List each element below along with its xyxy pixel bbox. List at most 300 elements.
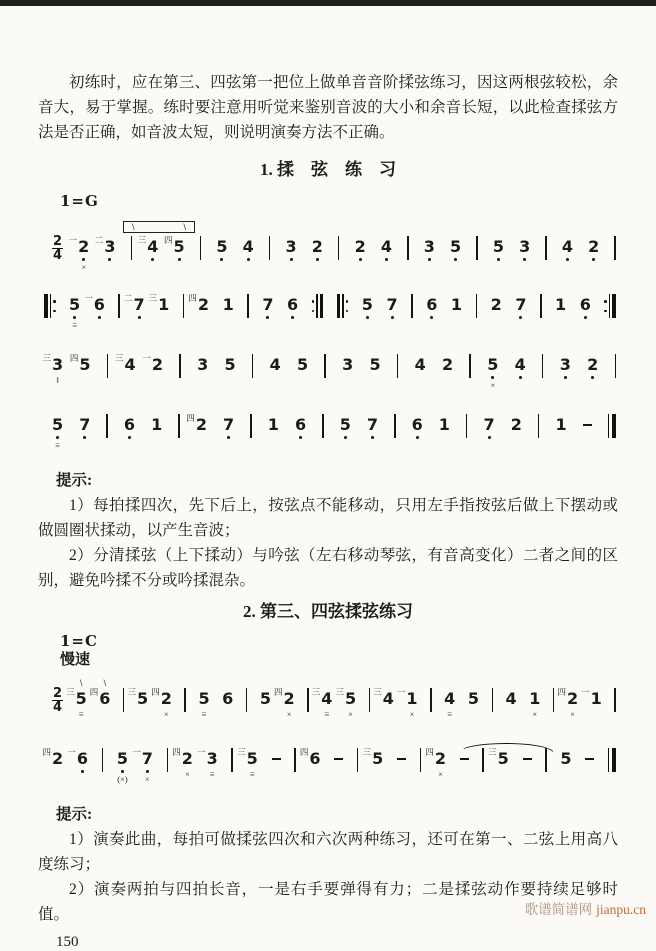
note — [188, 293, 210, 314]
note-digit: 2 — [151, 355, 164, 374]
barline — [123, 688, 125, 712]
string-mark: × — [81, 262, 87, 272]
note-digit: 4 — [269, 355, 281, 374]
dash-note — [334, 758, 343, 760]
note-digit: 5 — [216, 237, 228, 256]
finger-mark: 一 — [67, 747, 76, 757]
tip-item: 2）演奏两拍与四拍长音，一是右手要弹得有力；二是揉弦动作要持续足够时值。 — [38, 881, 618, 923]
octave-dot — [56, 436, 59, 439]
finger-mark: 四 — [186, 413, 195, 423]
note-digit: 5 — [467, 689, 479, 708]
note — [224, 356, 235, 374]
note — [84, 293, 105, 319]
tip-item: 2）分清揉弦（上下揉动）与吟弦（左右移动琴弦，有音高变化）二者之间的区别，避免吟揉不分或吟揉混杂。 — [38, 547, 618, 589]
barline — [179, 354, 181, 378]
note — [223, 296, 234, 314]
note-digit: 2 — [510, 415, 522, 434]
barline — [102, 748, 104, 772]
note — [262, 296, 273, 319]
note — [425, 747, 447, 779]
octave-dot — [592, 258, 595, 261]
repeat-thin-bar — [609, 294, 611, 318]
note-digit: 1 — [406, 689, 418, 708]
finger-mark: 四 — [151, 687, 160, 697]
barline — [466, 414, 468, 438]
page-top-edge — [0, 0, 656, 6]
note-digit: 4 — [321, 689, 333, 708]
note-digit: 7 — [483, 415, 495, 434]
note — [355, 238, 366, 261]
barline — [178, 414, 180, 438]
finger-mark: 一 — [197, 747, 206, 757]
repeat-end-barline — [604, 294, 616, 318]
repeat-dot — [53, 300, 56, 303]
octave-dot — [82, 258, 85, 261]
string-mark: ≡ — [209, 769, 215, 779]
string-mark: ≡ — [201, 709, 207, 719]
note — [557, 687, 579, 719]
note — [396, 687, 418, 719]
note — [381, 238, 392, 261]
note — [367, 416, 378, 439]
note-digit: 5 — [487, 355, 499, 374]
note — [42, 747, 64, 768]
note-digit: 2 — [181, 749, 193, 768]
note-digit: 2 — [78, 237, 90, 256]
final-thick-bar — [612, 748, 616, 772]
note-digit: 2 — [354, 237, 366, 256]
barline — [338, 236, 340, 260]
barline — [357, 748, 359, 772]
finger-mark: 四 — [69, 353, 79, 363]
time-signature — [52, 687, 63, 714]
barline — [369, 688, 371, 712]
note — [424, 238, 435, 261]
dash-note — [583, 424, 592, 426]
barline — [231, 748, 233, 772]
repeat-dots — [53, 300, 56, 312]
music-row-4 — [52, 413, 616, 462]
note — [148, 293, 170, 314]
barline — [476, 236, 478, 260]
note — [216, 238, 227, 261]
barline — [545, 236, 547, 260]
barline — [469, 354, 471, 378]
barline — [167, 748, 169, 772]
octave-dot — [316, 258, 319, 261]
octave-dot — [416, 436, 419, 439]
music-row-6 — [42, 747, 616, 796]
barline — [492, 688, 494, 712]
repeat-end-barline — [312, 294, 324, 318]
note — [311, 687, 333, 719]
dash-note — [272, 758, 281, 760]
note-digit: 6 — [287, 295, 299, 314]
repeat-thick-bar — [44, 294, 48, 318]
octave-dot — [430, 316, 433, 319]
note-digit: 1 — [555, 415, 567, 434]
note — [491, 296, 502, 314]
note — [362, 747, 384, 768]
note-digit: 2 — [442, 355, 454, 374]
barline — [184, 688, 186, 712]
finger-mark: 四 — [172, 747, 181, 757]
note-digit: 7 — [141, 749, 153, 768]
finger-mark: 一 — [68, 235, 78, 245]
barline — [246, 688, 248, 712]
finger-mark: 四 — [425, 747, 434, 757]
note — [555, 416, 566, 434]
note-digit: 1 — [222, 295, 234, 314]
note-digit: 5 — [69, 295, 81, 314]
note-digit: 5 — [259, 689, 271, 708]
octave-dot — [83, 436, 86, 439]
note-digit: 4 — [414, 355, 426, 374]
octave-dot — [247, 258, 250, 261]
note-digit: 1 — [151, 415, 163, 434]
note-digit: 3 — [285, 237, 297, 256]
page-number: 150 — [56, 934, 79, 950]
finger-mark: 一 — [132, 747, 141, 757]
note — [342, 356, 353, 374]
repeat-dot — [312, 300, 315, 303]
string-mark: ‖ — [56, 375, 59, 385]
octave-dot — [220, 258, 223, 261]
note — [412, 416, 423, 439]
note-digit: 4 — [147, 237, 159, 256]
barline — [542, 354, 544, 378]
section2-title: 2. 第三、四弦揉弦练习 — [243, 602, 413, 621]
note-digit: 1 — [158, 295, 170, 314]
finger-mark: 三 — [362, 747, 372, 757]
string-mark: (×) — [117, 774, 128, 784]
note-digit: 7 — [223, 415, 235, 434]
note — [142, 353, 164, 374]
note — [222, 690, 233, 708]
tan-stroke-mark: \ — [79, 678, 83, 688]
barline — [131, 236, 133, 260]
octave-dot — [488, 436, 491, 439]
note-digit: 2 — [588, 237, 600, 256]
ts-denominator: 4 — [53, 248, 63, 263]
repeat-thick-bar — [320, 294, 324, 318]
finger-mark: 三 — [66, 687, 75, 697]
note — [587, 356, 598, 379]
music-row-2 — [44, 293, 616, 342]
barline — [247, 294, 249, 318]
note-digit: 7 — [366, 415, 379, 434]
octave-dot — [491, 376, 494, 379]
note — [117, 750, 128, 783]
finger-mark: 四 — [557, 687, 566, 697]
octave-dot — [344, 436, 347, 439]
time-signature — [52, 235, 63, 262]
final-barline — [608, 748, 616, 772]
note-digit: 2 — [283, 689, 295, 708]
note-digit: 7 — [133, 295, 145, 314]
note-digit: 3 — [52, 355, 64, 374]
finger-mark: 三 — [127, 687, 137, 697]
note — [237, 747, 258, 779]
note-digit: 7 — [262, 295, 274, 314]
note-digit: 3 — [206, 749, 218, 768]
note — [274, 687, 295, 719]
tips-label: 提示: — [56, 472, 93, 489]
note — [89, 678, 111, 708]
tan-stroke-mark: \ — [103, 678, 107, 688]
note — [94, 235, 116, 261]
finger-mark: 四 — [164, 235, 173, 245]
repeat-dot — [346, 300, 349, 303]
note — [127, 687, 149, 708]
note-digit: 5 — [246, 749, 258, 768]
note — [370, 356, 381, 374]
finger-mark: 三 — [148, 293, 158, 303]
note-digit: 5 — [79, 355, 91, 374]
note — [515, 356, 526, 379]
octave-dot — [98, 316, 101, 319]
score-section-2 — [38, 678, 618, 796]
repeat-dots — [312, 300, 315, 312]
repeat-dots — [604, 300, 607, 312]
octave-dot — [359, 258, 362, 261]
string-mark: × — [184, 769, 190, 779]
string-mark: ≡ — [447, 709, 453, 719]
note — [506, 690, 517, 708]
string-mark: ≡ — [55, 440, 60, 450]
tan-stroke-mark: \ — [183, 221, 186, 232]
tempo-marking: 慢速 — [60, 652, 91, 668]
barline — [307, 688, 309, 712]
octave-dot — [428, 258, 431, 261]
note-digit: 5 — [224, 355, 236, 374]
octave-dot — [564, 376, 567, 379]
music-row-3 — [42, 353, 616, 402]
note-digit: 5 — [52, 415, 64, 434]
note — [243, 238, 254, 261]
note-digit: 4 — [514, 355, 526, 374]
note — [285, 238, 296, 261]
finger-mark: 四 — [89, 687, 99, 697]
octave-dot — [227, 436, 230, 439]
string-mark: ≡ — [72, 320, 78, 330]
dash-note — [585, 758, 594, 760]
string-mark: ≡ — [78, 709, 84, 719]
octave-dot — [385, 258, 388, 261]
tie-arc — [458, 743, 554, 753]
note — [426, 296, 437, 319]
note — [335, 687, 357, 719]
key-signature-1: 1=G — [60, 192, 99, 210]
repeat-dots — [346, 300, 349, 312]
note — [270, 356, 281, 374]
finger-mark: 一 — [142, 353, 151, 363]
note-digit: 6 — [93, 295, 105, 314]
repeat-thick-bar — [612, 294, 616, 318]
final-thin-bar — [608, 414, 610, 438]
octave-dot — [299, 436, 302, 439]
note — [386, 296, 397, 319]
note-digit: 5 — [344, 689, 357, 708]
note — [450, 238, 461, 261]
octave-dot — [291, 316, 294, 319]
note-digit: 5 — [369, 355, 381, 374]
octave-dot — [128, 436, 131, 439]
string-mark: × — [532, 709, 538, 719]
barline — [411, 294, 413, 318]
octave-dot — [584, 316, 587, 319]
note — [198, 690, 209, 718]
octave-dot — [454, 258, 457, 261]
note-digit: 4 — [561, 237, 574, 256]
note — [487, 356, 498, 389]
string-mark: × — [409, 709, 415, 719]
octave-dot — [73, 316, 76, 319]
string-mark: × — [144, 774, 150, 784]
note-digit: 4 — [505, 689, 517, 708]
finger-mark: 四 — [42, 747, 51, 757]
repeat-dot — [604, 300, 607, 303]
octave-dot — [566, 258, 569, 261]
finger-mark: 三 — [137, 235, 147, 245]
note-digit: 1 — [450, 295, 463, 314]
finger-mark: 三 — [311, 687, 321, 697]
note — [52, 416, 63, 449]
string-mark: × — [438, 769, 443, 779]
barline — [430, 688, 432, 712]
note — [66, 678, 87, 719]
finger-mark: 一 — [84, 293, 93, 303]
octave-dot — [81, 770, 84, 773]
octave-dot — [108, 258, 111, 261]
note — [451, 296, 462, 314]
note-digit: 7 — [79, 415, 91, 434]
note — [560, 750, 571, 768]
barline — [106, 414, 108, 438]
barline — [540, 294, 542, 318]
note-digit: 4 — [242, 237, 254, 256]
note-digit: 1 — [555, 295, 567, 314]
ts-denominator: 4 — [53, 700, 63, 715]
barline — [118, 294, 120, 318]
note-digit: 6 — [76, 749, 88, 768]
key-signature-2: 1=C — [60, 632, 98, 650]
note — [79, 416, 90, 439]
barline — [324, 354, 326, 378]
barline — [614, 688, 616, 712]
repeat-dot — [312, 310, 315, 313]
repeat-dot — [346, 310, 349, 313]
note-digit: 2 — [566, 689, 579, 708]
watermark-site-name: 歌谱简谱网 — [524, 902, 593, 917]
note — [511, 416, 522, 434]
note-digit: 3 — [519, 237, 531, 256]
note — [439, 416, 450, 434]
note — [588, 238, 599, 261]
note — [151, 416, 162, 434]
note-digit: 4 — [124, 355, 136, 374]
note — [172, 747, 193, 779]
note — [197, 356, 208, 374]
note-digit: 1 — [438, 415, 450, 434]
note-digit: 5 — [296, 355, 309, 374]
tan-stroke-mark: \ — [132, 221, 135, 232]
tips-label: 提示: — [56, 806, 93, 823]
barline — [397, 354, 399, 378]
note-digit: 6 — [99, 689, 111, 708]
finger-mark: 三 — [237, 747, 246, 757]
note — [287, 296, 298, 319]
note-digit: 2 — [197, 295, 210, 314]
note-digit: 3 — [342, 355, 354, 374]
octave-dot — [371, 436, 374, 439]
string-mark: ≡ — [324, 709, 330, 719]
octave-dot — [266, 316, 269, 319]
string-mark: × — [490, 380, 496, 390]
string-mark: × — [570, 709, 575, 719]
note-digit: 2 — [195, 415, 207, 434]
note — [580, 296, 591, 319]
note-digit: 6 — [309, 749, 321, 768]
tips-block-1 — [38, 468, 618, 593]
octave-dot — [523, 258, 526, 261]
note — [132, 747, 153, 784]
finger-mark: 四 — [299, 747, 309, 757]
note — [67, 747, 88, 773]
note-digit: 6 — [411, 415, 423, 434]
string-mark: × — [348, 709, 353, 719]
note-digit: 1 — [590, 689, 602, 708]
note-digit: 5 — [116, 749, 129, 768]
note — [493, 238, 504, 261]
watermark-site-url: jianpu.cn — [596, 902, 646, 917]
note — [151, 687, 172, 719]
repeat-thick-bar — [337, 294, 341, 318]
octave-dot — [151, 258, 154, 261]
octave-dot — [391, 316, 394, 319]
barline — [394, 414, 396, 438]
note — [555, 296, 566, 314]
note-digit: 2 — [311, 237, 323, 256]
ts-numerator: 2 — [53, 686, 63, 701]
finger-mark: 三 — [488, 747, 497, 757]
note — [68, 235, 90, 272]
note — [137, 235, 159, 261]
barline — [269, 236, 271, 260]
finger-mark: 一 — [396, 687, 406, 697]
note — [340, 416, 351, 439]
string-mark: × — [286, 709, 292, 719]
finger-mark: 一 — [581, 687, 590, 697]
note — [123, 293, 145, 319]
note-digit: 7 — [515, 295, 527, 314]
finger-mark: 四 — [274, 687, 283, 697]
barline — [322, 414, 324, 438]
note-digit: 5 — [492, 237, 504, 256]
repeat-thin-bar — [316, 294, 318, 318]
note — [124, 416, 135, 439]
octave-dot — [497, 258, 500, 261]
note — [484, 416, 495, 439]
note-digit: 2 — [587, 355, 599, 374]
note — [42, 353, 64, 385]
dash-note — [397, 758, 406, 760]
repeat-dot — [604, 310, 607, 313]
note — [297, 356, 308, 374]
barline — [614, 236, 616, 260]
section1-title: 1. 揉 弦 练 习 — [260, 160, 396, 179]
note-digit: 5 — [137, 689, 149, 708]
